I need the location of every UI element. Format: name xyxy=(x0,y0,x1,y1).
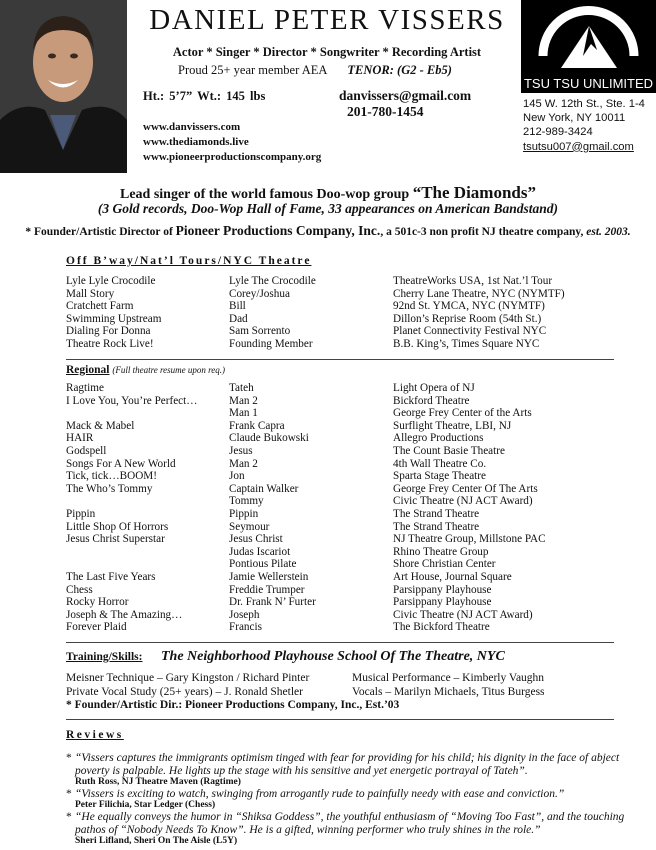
credit-role: Corey/Joshua xyxy=(229,287,290,300)
credit-show: Songs For A New World xyxy=(66,457,176,470)
training-item: Vocals – Marilyn Michaels, Titus Burgess xyxy=(352,686,545,698)
credit-venue: Parsippany Playhouse xyxy=(393,583,492,596)
training-founder-line: * Founder/Artistic Dir.: Pioneer Productions Company, Inc., Est.’03 xyxy=(66,699,400,711)
credit-show: Mall Story xyxy=(66,287,115,300)
credit-role: Founding Member xyxy=(229,338,313,350)
credit-venue: Art House, Journal Square xyxy=(393,571,512,583)
contact-phone: 201-780-1454 xyxy=(347,104,424,119)
credit-role: Seymour xyxy=(229,520,270,533)
credit-show: Jesus Christ Superstar xyxy=(66,533,165,546)
credit-role: Jamie Wellerstein xyxy=(229,571,309,583)
review-quote xyxy=(66,788,641,801)
founder-prefix: * Founder/Artistic Director of xyxy=(25,226,173,238)
founder-mid: , a 501c-3 non profit NJ theatre company, xyxy=(380,226,584,238)
credit-venue: B.B. King’s, Times Square NYC xyxy=(393,338,540,350)
review-text: “Vissers captures the immigrants optimism tinged with fear for providing for his child; his dignity in the face of abject poverty is palpable. He lights up the stage with his sensitive and yet energetic portrayal of Tateh”. xyxy=(75,752,620,777)
credit-venue: Rhino Theatre Group xyxy=(393,545,489,558)
regional-note: (Full theatre resume upon req.) xyxy=(112,365,226,375)
credit-role: Frank Capra xyxy=(229,419,285,432)
website-link[interactable]: www.pioneerproductionscompany.org xyxy=(143,151,322,163)
credit-role: Jesus Christ xyxy=(229,533,283,546)
agency-address-line1: 145 W. 12th St., Ste. 1-4 xyxy=(523,98,645,110)
website-link[interactable]: www.danvissers.com xyxy=(143,121,241,133)
credit-show: Swimming Upstream xyxy=(66,312,162,325)
credit-venue: Civic Theatre (NJ ACT Award) xyxy=(393,495,533,508)
credit-venue: Civic Theatre (NJ ACT Award) xyxy=(393,608,533,621)
credit-show: Forever Plaid xyxy=(66,621,127,634)
websites-list xyxy=(143,120,321,165)
credit-venue: George Frey Center Of The Arts xyxy=(393,482,538,495)
agency-logo-text: TSU TSU UNLIMITED xyxy=(523,76,654,91)
review-source: Peter Filichia, Star Ledger (Chess) xyxy=(75,800,216,810)
credit-venue: George Frey Center of the Arts xyxy=(393,407,532,420)
credit-role: Tateh xyxy=(229,382,254,394)
roles-line: Actor * Singer * Director * Songwriter * Recording Artist xyxy=(172,45,482,59)
bullet: * xyxy=(66,788,72,800)
review-quote xyxy=(66,811,641,837)
training-item: Musical Performance – Kimberly Vaughn xyxy=(352,672,545,684)
actor-name: DANIEL PETER VISSERS xyxy=(149,4,505,36)
credit-show: The Last Five Years xyxy=(66,571,156,583)
credit-show: Theatre Rock Live! xyxy=(66,338,154,350)
credit-venue: The Strand Theatre xyxy=(393,508,480,520)
credit-venue: TheatreWorks USA, 1st Nat.’l Tour xyxy=(393,275,553,287)
credit-show: Dialing For Donna xyxy=(66,325,151,338)
credit-venue: 4th Wall Theatre Co. xyxy=(393,457,487,470)
review-quote xyxy=(66,752,641,778)
credit-venue: 92nd St. YMCA, NYC (NYMTF) xyxy=(393,300,545,313)
agency-email[interactable]: tsutsu007@gmail.com xyxy=(523,140,634,153)
credit-role: Bill xyxy=(229,300,246,313)
gold-records-line: (3 Gold records, Doo-Wop Hall of Fame, 33 appearances on American Bandstand) xyxy=(97,201,559,216)
height-weight: Ht.: 5’7” Wt.: 145 lbs xyxy=(143,89,266,103)
credit-show: Mack & Mabel xyxy=(66,419,135,432)
agency-contact xyxy=(523,97,645,154)
offbway-heading: Off B’way/Nat’l Tours/NYC Theatre xyxy=(66,255,312,267)
credit-show: Joseph & The Amazing… xyxy=(66,608,183,621)
agency-phone: 212-989-3424 xyxy=(523,126,593,139)
regional-heading-line xyxy=(66,364,225,376)
aea-line xyxy=(178,63,452,78)
headshot-photo xyxy=(0,0,127,173)
review-text: “He equally conveys the humor in “Shiksa Goddess”, the youthful enthusiasm of “Moving Too Fast”, and the touching pathos of “Nobody Needs To Know”. He is a gifted, winning performer who truly shines in the role.” xyxy=(75,811,625,836)
contact-email[interactable]: danvissers@gmail.com xyxy=(339,88,472,103)
voice-range: TENOR: (G2 - Eb5) xyxy=(347,63,452,77)
credit-role: Jesus xyxy=(229,445,253,457)
credit-show: Rocky Horror xyxy=(66,596,129,609)
credit-venue: Planet Connectivity Festival NYC xyxy=(393,325,547,338)
credit-venue: Light Opera of NJ xyxy=(393,382,475,394)
credit-show: HAIR xyxy=(66,432,94,445)
credit-show: Ragtime xyxy=(66,382,104,394)
agency-logo xyxy=(521,0,656,93)
credit-venue: Shore Christian Center xyxy=(393,558,496,571)
bullet: * xyxy=(66,811,72,823)
credit-show: Little Shop Of Horrors xyxy=(66,520,169,533)
agency-address-line2: New York, NY 10011 xyxy=(523,112,626,125)
section-divider xyxy=(66,719,614,720)
section-divider xyxy=(66,642,614,643)
credit-role: Claude Bukowski xyxy=(229,432,309,445)
credit-show: Pippin xyxy=(66,508,96,520)
training-heading: Training/Skills: xyxy=(66,651,143,663)
training-school: The Neighborhood Playhouse School Of The Theatre, NYC xyxy=(161,649,505,664)
credit-venue: Bickford Theatre xyxy=(393,394,470,407)
credit-venue: Surflight Theatre, LBI, NJ xyxy=(393,419,512,432)
credit-show: Cratchett Farm xyxy=(66,300,134,313)
credit-venue: Cherry Lane Theatre, NYC (NYMTF) xyxy=(393,287,565,300)
review-text: “Vissers is exciting to watch, swinging from arrogantly rude to painfully needy with ease and conviction.” xyxy=(75,788,565,800)
aea-membership: Proud 25+ year member AEA xyxy=(178,63,328,77)
credit-role: Dr. Frank N’ Furter xyxy=(229,596,316,609)
credit-show: Chess xyxy=(66,583,93,596)
group-name: “The Diamonds” xyxy=(412,183,536,202)
credit-role: Judas Iscariot xyxy=(229,545,291,558)
credit-venue: The Bickford Theatre xyxy=(393,621,490,634)
lead-prefix: Lead singer of the world famous Doo-wop group xyxy=(119,187,410,202)
credit-role: Freddie Trumper xyxy=(229,583,305,596)
credit-show: I Love You, You’re Perfect… xyxy=(66,394,198,407)
credit-show: The Who’s Tommy xyxy=(66,482,153,495)
training-item: Meisner Technique – Gary Kingston / Richard Pinter xyxy=(66,672,310,684)
credit-role: Jon xyxy=(229,470,245,483)
credit-venue: NJ Theatre Group, Millstone PAC xyxy=(393,533,546,546)
credit-venue: Sparta Stage Theatre xyxy=(393,470,486,483)
credit-role: Lyle The Crocodile xyxy=(229,275,316,287)
section-divider xyxy=(66,359,614,360)
credit-role: Sam Sorrento xyxy=(229,325,291,338)
credit-venue: Dillon’s Reprise Room (54th St.) xyxy=(393,312,542,325)
founder-company: Pioneer Productions Company, Inc. xyxy=(175,223,381,238)
credit-role: Man 2 xyxy=(229,457,258,470)
website-link[interactable]: www.thediamonds.live xyxy=(143,136,249,148)
lead-singer-line xyxy=(0,183,656,203)
credit-show: Lyle Lyle Crocodile xyxy=(66,275,156,287)
credit-venue: The Count Basie Theatre xyxy=(393,445,505,457)
credit-role: Pippin xyxy=(229,508,259,520)
credit-role: Tommy xyxy=(229,495,264,508)
credit-role: Dad xyxy=(229,312,248,325)
training-item: Private Vocal Study (25+ years) – J. Ronald Shetler xyxy=(66,686,303,698)
credit-role: Man 1 xyxy=(229,407,258,420)
credit-venue: Allegro Productions xyxy=(393,432,484,445)
review-source: Sheri Lifland, Sheri On The Aisle (L5Y) xyxy=(75,836,238,846)
founder-est: est. 2003. xyxy=(586,226,631,238)
credit-role: Pontious Pilate xyxy=(229,558,297,571)
regional-heading: Regional xyxy=(66,364,110,376)
credit-role: Francis xyxy=(229,621,262,634)
credit-role: Man 2 xyxy=(229,394,258,407)
credit-venue: The Strand Theatre xyxy=(393,520,480,533)
credit-show: Godspell xyxy=(66,445,107,457)
credit-show: Tick, tick…BOOM! xyxy=(66,470,157,483)
credit-role: Joseph xyxy=(229,608,260,621)
credit-role: Captain Walker xyxy=(229,482,299,495)
credit-venue: Parsippany Playhouse xyxy=(393,596,492,609)
bullet: * xyxy=(66,752,72,764)
review-source: Ruth Ross, NJ Theatre Maven (Ragtime) xyxy=(75,777,241,787)
reviews-heading: Reviews xyxy=(66,729,124,741)
founder-line xyxy=(0,223,656,239)
